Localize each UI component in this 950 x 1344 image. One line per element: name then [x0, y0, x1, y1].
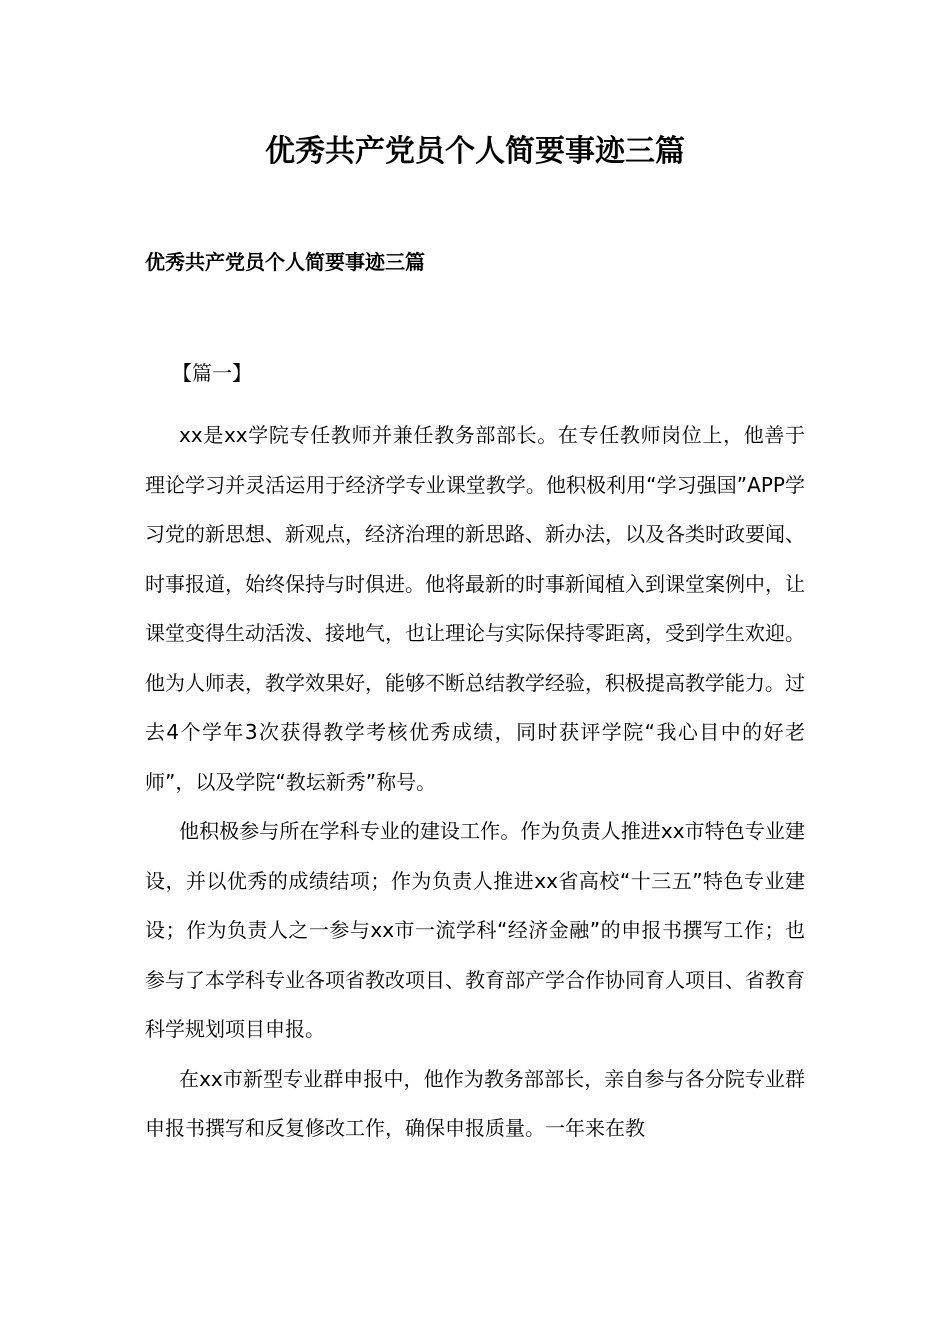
document-body [145, 411, 805, 1154]
paragraph-3: 在xx市新型专业群申报中，他作为教务部部长，亲自参与各分院专业群申报书撰写和反复修改工作，确保申报质量。一年来在教 [145, 1066, 805, 1140]
paragraph-2: 他积极参与所在学科专业的建设工作。作为负责人推进xx市特色专业建设，并以优秀的成绩结项；作为负责人推进xx省高校“十三五”特色专业建设；作为负责人之一参与xx市一流学科“经济金融”的申报书撰写工作；也参与了本学科专业各项省教改项目、教育部产学合作协同育人项目、省教育科学规划项目申报。 [145, 819, 805, 1041]
document-title: 优秀共产党员个人简要事迹三篇 [265, 134, 685, 169]
document-subtitle: 优秀共产党员个人简要事迹三篇 [145, 250, 425, 274]
paragraph-1: xx是xx学院专任教师并兼任教务部部长。在专任教师岗位上，他善于理论学习并灵活运用于经济学专业课堂教学。他积极利用“学习强国”APP学习党的新思想、新观点，经济治理的新思路、新办法，以及各类时政要闻、时事报道，始终保持与时俱进。他将最新的时事新闻植入到课堂案例中，让课堂变得生动活泼、接地气，也让理论与实际保持零距离，受到学生欢迎。他为人师表，教学效果好，能够不断总结教学经验，积极提高教学能力。过去4个学年3次获得教学考核优秀成绩，同时获评学院“我心目中的好老师”，以及学院“教坛新秀”称号。 [145, 423, 805, 794]
section-label: 【篇一】 [172, 361, 252, 385]
